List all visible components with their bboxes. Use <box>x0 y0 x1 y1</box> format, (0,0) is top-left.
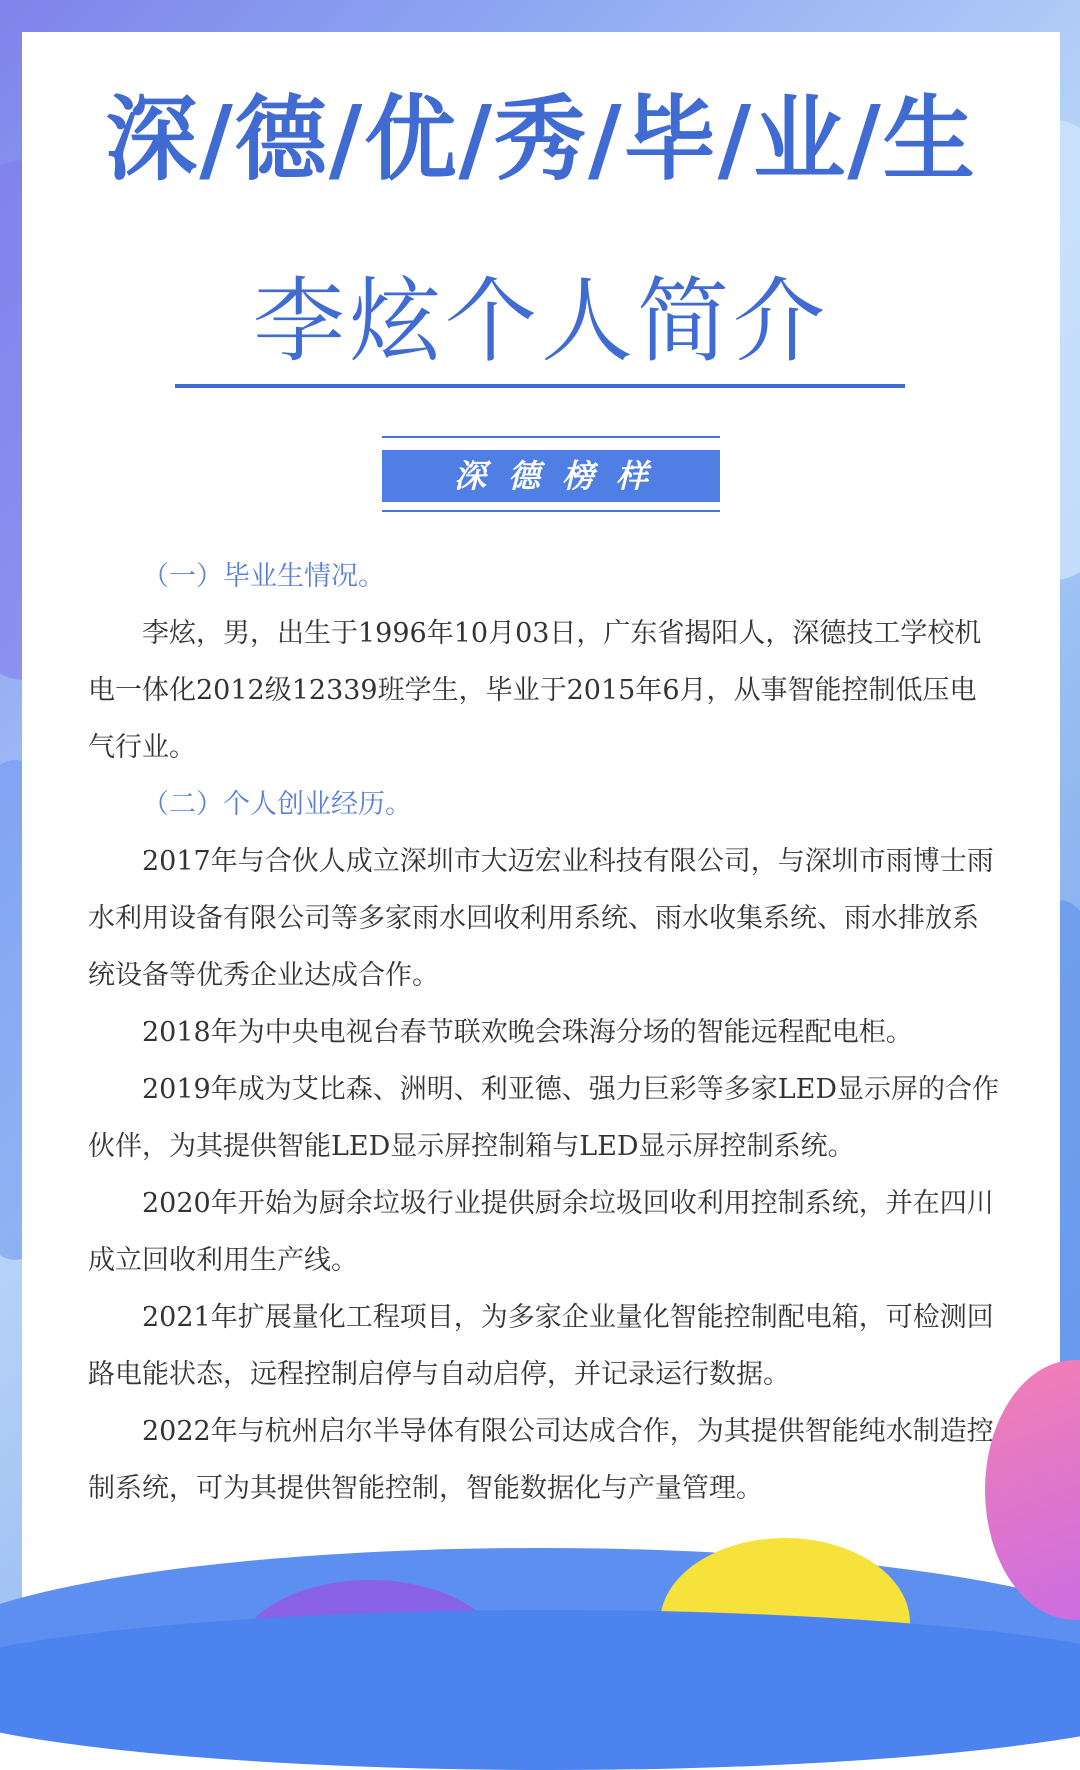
page-subtitle: 李炫个人简介 <box>252 268 829 375</box>
paragraph-2021: 2021年扩展量化工程项目，为多家企业量化智能控制配电箱，可检测回路电能状态，远程控制启停与自动启停，并记录运行数据。 <box>88 1302 994 1390</box>
page-title: 深/德/优/秀/毕/业/生 <box>105 86 977 193</box>
paragraph-2018: 2018年为中央电视台春节联欢晚会珠海分场的智能远程配电柜。 <box>142 1017 913 1048</box>
paragraph-2022: 2022年与杭州启尔半导体有限公司达成合作，为其提供智能纯水制造控制系统，可为其提供智能控制，智能数据化与产量管理。 <box>88 1416 994 1504</box>
badge-bottom-rule <box>382 510 720 512</box>
paragraph-2019: 2019年成为艾比森、洲明、利亚德、强力巨彩等多家LED显示屏的合作伙伴，为其提供智能LED显示屏控制箱与LED显示屏控制系统。 <box>88 1074 999 1162</box>
section-badge: 深德榜样 <box>382 450 720 502</box>
paragraph-2020: 2020年开始为厨余垃圾行业提供厨余垃圾回收利用控制系统，并在四川成立回收利用生产线。 <box>88 1188 994 1276</box>
paragraph-2017: 2017年与合伙人成立深圳市大迈宏业科技有限公司，与深圳市雨博士雨水利用设备有限公司等多家雨水回收利用系统、雨水收集系统、雨水排放系统设备等优秀企业达成合作。 <box>88 846 994 991</box>
section-heading-entrepreneurship: （二）个人创业经历。 <box>142 789 412 820</box>
section-heading-graduate-info: （一）毕业生情况。 <box>142 561 385 592</box>
paragraph-graduate-info: 李炫，男，出生于1996年10月03日，广东省揭阳人，深德技工学校机电一体化2012级12339班学生，毕业于2015年6月，从事智能控制低压电气行业。 <box>88 618 982 763</box>
article-body <box>88 548 1003 1517</box>
footer-wave-front <box>0 1610 1080 1770</box>
badge-top-rule <box>382 436 720 438</box>
title-underline <box>175 384 905 388</box>
